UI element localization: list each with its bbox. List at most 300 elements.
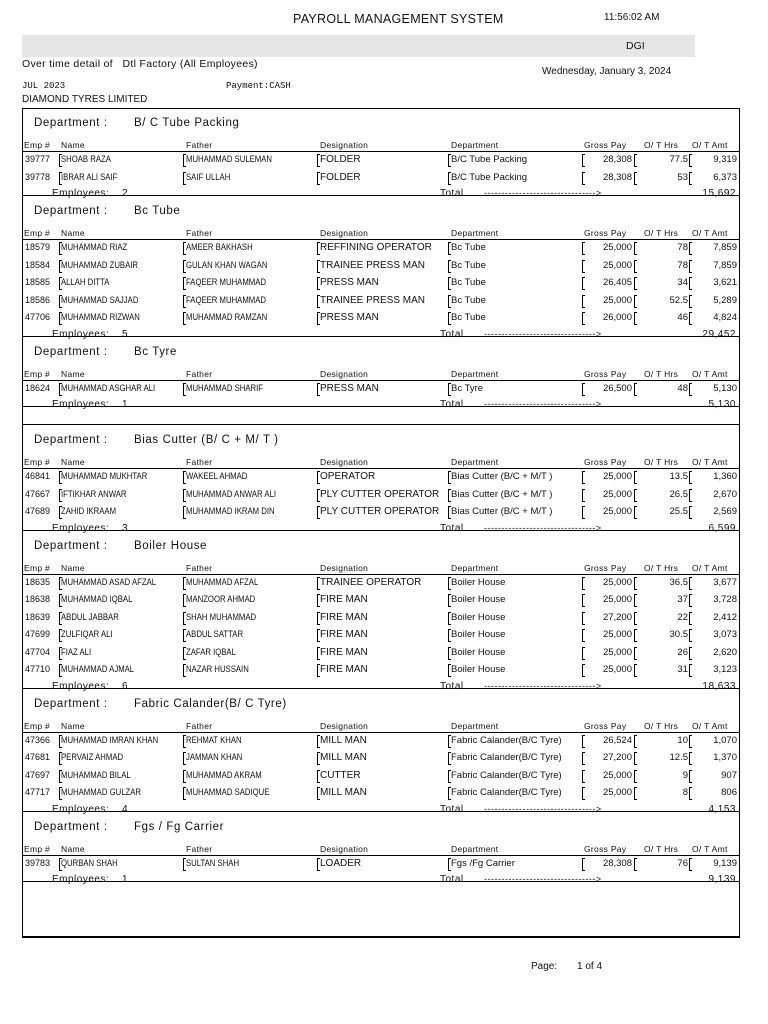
column-header-name: Name	[61, 457, 85, 467]
column-header-ot-amt: O/ T Amt	[692, 228, 728, 238]
department-name: Bc Tyre	[134, 345, 177, 358]
cell-designation: PLY CUTTER OPERATOR	[320, 488, 440, 500]
company-name: DIAMOND TYRES LIMITED	[22, 94, 148, 105]
department-name: Fabric Calander(B/ C Tyre)	[134, 697, 287, 710]
cell-department: Fabric Calander(B/C Tyre)	[451, 734, 562, 746]
cell-ot-amt: 4,824	[713, 312, 737, 323]
cell-designation: MILL MAN	[320, 752, 367, 763]
column-header-dept-col: Department	[451, 228, 499, 238]
cell-designation: FIRE MAN	[320, 629, 368, 640]
cell-father	[186, 154, 316, 166]
column-header-ot-hrs: O/ T Hrs	[644, 228, 679, 238]
cell-ot-hrs: 12.5	[669, 752, 688, 763]
column-header-ot-amt: O/ T Amt	[692, 457, 728, 467]
department-name: B/ C Tube Packing	[134, 117, 240, 129]
department-total: 29,452	[702, 328, 736, 340]
department-section	[22, 425, 740, 534]
cell-department: Bc Tube	[451, 259, 486, 271]
total-leader: -------------------------------->	[484, 803, 602, 814]
cell-ot-amt: 7,859	[713, 242, 737, 253]
cell-gross: 25,000	[602, 488, 632, 500]
cell-emp: 18635	[25, 576, 51, 587]
cell-name	[61, 577, 179, 589]
cell-designation: MILL MAN	[320, 787, 367, 798]
cell-department: Boiler House	[451, 646, 506, 658]
department-label: Department :	[34, 117, 108, 129]
employee-rows	[22, 732, 740, 803]
cell-emp: 47717	[25, 787, 51, 797]
cell-department: Bc Tube	[451, 242, 486, 253]
column-header-name: Name	[61, 140, 85, 150]
table-row	[22, 310, 740, 328]
column-header-ot-amt: O/ T Amt	[692, 562, 728, 573]
department-name: Fgs / Fg Carrier	[134, 820, 225, 833]
department-section	[22, 812, 740, 883]
department-section	[22, 108, 740, 199]
cell-gross: 25,000	[602, 471, 632, 482]
cell-name	[61, 295, 179, 307]
total-label: Total	[440, 874, 464, 885]
cell-designation: OPERATOR	[320, 471, 376, 482]
cell-emp: 18579	[25, 242, 51, 252]
employee-count: 3	[122, 522, 129, 534]
cell-emp: 46841	[25, 471, 51, 481]
column-header-ot-hrs: O/ T Hrs	[644, 368, 679, 379]
column-header-gross: Gross Pay	[584, 562, 627, 573]
column-header-designation: Designation	[320, 140, 369, 150]
cell-gross: 25,000	[602, 787, 632, 798]
cell-father-text: JAMMAN KHAN	[186, 752, 243, 762]
department-total: 5,130	[708, 399, 736, 410]
department-heading	[34, 205, 180, 217]
cell-name	[61, 471, 179, 483]
cell-name	[61, 172, 179, 184]
cell-father	[186, 577, 316, 589]
table-row	[22, 750, 740, 768]
table-row	[22, 733, 740, 751]
employees-label: Employees:	[52, 680, 110, 692]
cell-ot-hrs: 10	[677, 734, 688, 746]
table-row	[22, 469, 740, 487]
cell-emp: 18584	[25, 259, 51, 270]
table-row	[22, 592, 740, 610]
cell-father	[186, 629, 316, 641]
cell-name	[61, 612, 179, 624]
cell-father-text: MUHAMMAD SHARIF	[186, 382, 263, 393]
cell-department: Fgs /Fg Carrier	[451, 857, 515, 869]
cell-father-text: ABDUL SATTAR	[186, 629, 244, 639]
department-label: Department :	[34, 345, 108, 358]
cell-emp: 47706	[25, 312, 51, 322]
column-header-dept-col: Department	[451, 720, 499, 731]
column-header-row	[22, 457, 740, 468]
cell-father-text: SAIF ULLAH	[186, 171, 231, 182]
cell-gross: 25,000	[602, 664, 632, 675]
cell-father	[186, 506, 316, 518]
column-header-ot-amt: O/ T Amt	[692, 843, 728, 854]
cell-name	[61, 312, 179, 324]
cell-gross: 28,308	[602, 154, 632, 165]
cell-name	[61, 770, 179, 782]
department-heading	[34, 117, 239, 129]
table-row	[22, 610, 740, 628]
cell-father-text: NAZAR HUSSAIN	[186, 664, 249, 674]
cell-name	[61, 594, 179, 606]
system-title: PAYROLL MANAGEMENT SYSTEM	[293, 12, 504, 26]
table-row	[22, 487, 740, 505]
employees-label: Employees:	[52, 874, 110, 885]
column-header-name: Name	[61, 843, 85, 854]
department-total: 9,139	[708, 874, 736, 885]
cell-ot-amt: 2,620	[713, 646, 737, 658]
column-header-row	[22, 228, 740, 239]
cell-name	[61, 858, 179, 870]
cell-ot-amt: 3,123	[713, 664, 737, 675]
column-header-designation: Designation	[320, 720, 369, 731]
total-leader: -------------------------------->	[484, 188, 602, 198]
cell-name-text: MUHAMMAD MUKHTAR	[61, 471, 148, 481]
cell-gross: 27,200	[602, 752, 632, 763]
cell-gross: 25,000	[602, 769, 632, 781]
department-heading	[34, 698, 287, 710]
cell-ot-hrs: 25.5	[669, 506, 688, 517]
cell-ot-hrs: 13.5	[669, 471, 688, 482]
cell-ot-hrs: 46	[677, 312, 688, 323]
cell-gross: 25,000	[602, 629, 632, 640]
cell-ot-amt: 7,859	[713, 259, 737, 271]
cell-father	[186, 647, 316, 659]
cell-name-text: MUHAMMAD BILAL	[61, 769, 131, 780]
cell-name	[61, 383, 179, 395]
employee-rows	[22, 151, 740, 187]
cell-emp: 39777	[25, 154, 51, 164]
cell-name	[61, 664, 179, 676]
cell-father	[186, 277, 316, 289]
column-header-name: Name	[61, 562, 85, 573]
department-name: Boiler House	[134, 539, 208, 552]
cell-father-text: SHAH MUHAMMAD	[186, 611, 257, 622]
cell-ot-hrs: 8	[682, 787, 688, 798]
cell-name-text: ALLAH DITTA	[61, 277, 110, 287]
cell-father	[186, 172, 316, 184]
cell-ot-amt: 3,677	[713, 576, 737, 588]
cell-ot-amt: 5,289	[713, 294, 737, 306]
cell-designation: TRAINEE PRESS MAN	[320, 259, 426, 271]
cell-department: Bc Tube	[451, 312, 486, 323]
cell-department: Bc Tube	[451, 277, 486, 288]
cell-ot-amt: 2,412	[713, 611, 737, 623]
column-header-dept-col: Department	[451, 368, 499, 379]
table-row	[22, 240, 740, 258]
employees-label: Employees:	[52, 803, 110, 815]
table-row	[22, 662, 740, 680]
cell-father	[186, 489, 316, 501]
cell-ot-hrs: 26.5	[669, 488, 688, 500]
column-header-emp: Emp #	[24, 843, 51, 854]
column-header-father: Father	[186, 368, 213, 379]
cell-ot-hrs: 34	[677, 277, 688, 288]
column-header-row	[22, 369, 740, 380]
cell-father-text: AMEER BAKHASH	[186, 242, 253, 252]
column-header-row	[22, 140, 740, 151]
column-header-row	[22, 563, 740, 574]
cell-designation: CUTTER	[320, 769, 361, 781]
column-header-designation: Designation	[320, 562, 369, 573]
column-header-emp: Emp #	[24, 562, 51, 573]
cell-father-text: MUHAMMAD AFZAL	[186, 576, 259, 587]
cell-father	[186, 858, 316, 870]
column-header-ot-hrs: O/ T Hrs	[644, 457, 679, 467]
cell-department: Bc Tube	[451, 294, 486, 306]
column-header-emp: Emp #	[24, 140, 51, 150]
cell-gross: 26,524	[602, 734, 632, 746]
cell-emp: 47710	[25, 664, 51, 674]
cell-father	[186, 664, 316, 676]
department-label: Department :	[34, 434, 108, 446]
station-bar	[22, 35, 695, 57]
department-label: Department :	[34, 539, 108, 552]
cell-ot-amt: 3,073	[713, 629, 737, 640]
cell-emp: 18639	[25, 611, 51, 622]
cell-name	[61, 260, 179, 272]
cell-department: Fabric Calander(B/C Tyre)	[451, 787, 562, 798]
cell-father	[186, 471, 316, 483]
report-title: Over time detail of Dtl Factory (All Employees)	[22, 58, 258, 70]
total-label: Total	[440, 328, 464, 340]
cell-ot-hrs: 26	[677, 646, 688, 658]
page-number: 1 of 4	[577, 961, 603, 972]
report-time: 11:56:02 AM	[604, 12, 660, 23]
column-header-dept-col: Department	[451, 140, 499, 150]
cell-name	[61, 242, 179, 254]
cell-name	[61, 154, 179, 166]
department-summary	[22, 874, 740, 888]
cell-name-text: IFTIKHAR ANWAR	[61, 488, 127, 499]
cell-department: Fabric Calander(B/C Tyre)	[451, 769, 562, 781]
cell-ot-hrs: 77.5	[669, 154, 688, 165]
cell-name	[61, 489, 179, 501]
cell-gross: 26,000	[602, 312, 632, 323]
column-header-ot-hrs: O/ T Hrs	[644, 720, 679, 731]
cell-ot-hrs: 36.5	[669, 576, 688, 588]
cell-designation: FIRE MAN	[320, 664, 368, 675]
cell-gross: 25,000	[602, 506, 632, 517]
column-header-ot-hrs: O/ T Hrs	[644, 843, 679, 854]
cell-designation: TRAINEE PRESS MAN	[320, 294, 426, 306]
cell-emp: 47667	[25, 488, 51, 499]
cell-emp: 18585	[25, 277, 51, 287]
cell-gross: 25,000	[602, 259, 632, 271]
column-header-dept-col: Department	[451, 562, 499, 573]
total-label: Total	[440, 399, 464, 410]
column-header-dept-col: Department	[451, 843, 499, 854]
employee-rows	[22, 468, 740, 522]
cell-designation: REFFINING OPERATOR	[320, 242, 432, 253]
column-header-designation: Designation	[320, 843, 369, 854]
department-label: Department :	[34, 820, 108, 833]
cell-father	[186, 735, 316, 747]
cell-emp: 18624	[25, 382, 51, 393]
department-total: 15,692	[702, 188, 736, 199]
column-header-gross: Gross Pay	[584, 140, 627, 150]
cell-department: Bias Cutter (B/C + M/T )	[451, 488, 553, 500]
cell-designation: FOLDER	[320, 154, 361, 165]
page-label: Page:	[531, 961, 558, 972]
column-header-emp: Emp #	[24, 228, 51, 238]
table-row	[22, 258, 740, 276]
cell-ot-hrs: 37	[677, 594, 688, 605]
employees-label: Employees:	[52, 522, 110, 534]
employee-count: 4	[122, 803, 129, 815]
department-section	[22, 196, 740, 340]
total-label: Total	[440, 522, 464, 534]
cell-ot-hrs: 78	[677, 242, 688, 253]
department-heading	[34, 540, 207, 552]
cell-name	[61, 506, 179, 518]
cell-name-text: MUHAMMAD SAJJAD	[61, 294, 139, 305]
cell-emp: 47697	[25, 769, 51, 780]
table-row	[22, 856, 740, 874]
cell-father	[186, 383, 316, 395]
cell-department: Bias Cutter (B/C + M/T )	[451, 506, 553, 517]
cell-ot-hrs: 31	[677, 664, 688, 675]
employee-rows	[22, 574, 740, 680]
total-label: Total	[440, 680, 464, 692]
cell-father	[186, 260, 316, 272]
cell-name-text: MUHAMMAD ASGHAR ALI	[61, 382, 156, 393]
column-header-father: Father	[186, 843, 213, 854]
department-name: Bias Cutter (B/ C + M/ T )	[134, 434, 279, 446]
cell-ot-hrs: 22	[677, 611, 688, 623]
department-total: 18,633	[702, 680, 736, 692]
column-header-designation: Designation	[320, 457, 369, 467]
department-total: 6,599	[708, 522, 736, 534]
department-heading	[34, 821, 224, 833]
column-header-designation: Designation	[320, 368, 369, 379]
cell-name-text: MUHAMMAD ZUBAIR	[61, 259, 138, 270]
total-label: Total	[440, 188, 464, 199]
cell-father-text: ZAFAR IQBAL	[186, 646, 236, 657]
cell-emp: 47366	[25, 734, 51, 745]
cell-ot-amt: 5,130	[713, 382, 737, 394]
cell-name-text: ZULFIQAR ALI	[61, 629, 113, 639]
cell-name-text: ABDUL JABBAR	[61, 611, 119, 622]
total-leader: -------------------------------->	[484, 522, 602, 533]
cell-father	[186, 594, 316, 606]
employee-count: 1	[122, 399, 129, 410]
column-header-ot-hrs: O/ T Hrs	[644, 562, 679, 573]
cell-department: Boiler House	[451, 576, 506, 588]
column-header-gross: Gross Pay	[584, 457, 627, 467]
cell-emp: 47699	[25, 629, 51, 639]
employee-rows	[22, 380, 740, 399]
cell-emp: 47689	[25, 506, 51, 516]
column-header-gross: Gross Pay	[584, 228, 627, 238]
employee-count: 2	[122, 188, 129, 199]
cell-name	[61, 752, 179, 764]
cell-ot-amt: 907	[721, 769, 737, 781]
cell-ot-hrs: 30.5	[669, 629, 688, 640]
cell-name	[61, 277, 179, 289]
section-spacer	[22, 407, 740, 425]
cell-department: B/C Tube Packing	[451, 171, 528, 183]
table-row	[22, 645, 740, 663]
cell-father	[186, 612, 316, 624]
column-header-father: Father	[186, 457, 213, 467]
payment-mode: Payment:CASH	[226, 81, 291, 91]
cell-gross: 28,308	[602, 171, 632, 183]
cell-name-text: QURBAN SHAH	[61, 857, 118, 868]
department-section	[22, 337, 740, 408]
cell-ot-amt: 9,319	[713, 154, 737, 165]
cell-designation: FIRE MAN	[320, 611, 368, 623]
employee-count: 5	[122, 328, 129, 340]
cell-name-text: MUHAMMAD ASAD AFZAL	[61, 576, 157, 587]
cell-gross: 25,000	[602, 294, 632, 306]
cell-father-text: SULTAN SHAH	[186, 857, 240, 868]
column-header-gross: Gross Pay	[584, 843, 627, 854]
cell-father-text: WAKEEL AHMAD	[186, 471, 248, 481]
column-header-row	[22, 721, 740, 732]
cell-designation: LOADER	[320, 857, 362, 869]
cell-father-text: REHMAT KHAN	[186, 734, 242, 745]
cell-department: Boiler House	[451, 594, 506, 605]
cell-emp: 47704	[25, 646, 51, 657]
cell-name-text: PERVAIZ AHMAD	[61, 752, 124, 762]
cell-father	[186, 312, 316, 324]
cell-name-text: MUHAMMAD IMRAN KHAN	[61, 734, 159, 745]
table-row	[22, 768, 740, 786]
cell-father-text: MUHAMMAD SADIQUE	[186, 787, 270, 797]
total-leader: -------------------------------->	[484, 874, 602, 884]
cell-father	[186, 242, 316, 254]
table-row	[22, 152, 740, 170]
cell-ot-amt: 806	[721, 787, 737, 798]
total-leader: -------------------------------->	[484, 328, 602, 339]
employee-rows	[22, 239, 740, 328]
cell-department: Boiler House	[451, 664, 506, 675]
cell-gross: 26,405	[602, 277, 632, 288]
cell-name	[61, 647, 179, 659]
cell-name-text: MUHAMMAD GULZAR	[61, 787, 141, 797]
employees-label: Employees:	[52, 188, 110, 199]
employee-count: 6	[122, 680, 129, 692]
cell-gross: 25,000	[602, 594, 632, 605]
cell-ot-hrs: 52.5	[669, 294, 688, 306]
column-header-designation: Designation	[320, 228, 369, 238]
cell-ot-amt: 3,728	[713, 594, 737, 605]
column-header-dept-col: Department	[451, 457, 499, 467]
column-header-ot-hrs: O/ T Hrs	[644, 140, 679, 150]
cell-name	[61, 629, 179, 641]
cell-designation: PLY CUTTER OPERATOR	[320, 506, 440, 517]
cell-emp: 39778	[25, 171, 51, 182]
cell-name-text: SHOAB RAZA	[61, 154, 111, 164]
department-total: 4,153	[708, 803, 736, 815]
cell-ot-hrs: 78	[677, 259, 688, 271]
cell-name-text: MUHAMMAD IQBAL	[61, 594, 133, 604]
cell-father-text: GULAN KHAN WAGAN	[186, 259, 268, 270]
cell-name	[61, 735, 179, 747]
cell-father	[186, 787, 316, 799]
cell-name-text: IBRAR ALI SAIF	[61, 171, 118, 182]
cell-designation: FIRE MAN	[320, 646, 368, 658]
column-header-emp: Emp #	[24, 720, 51, 731]
cell-gross: 25,000	[602, 576, 632, 588]
cell-name-text: MUHAMMAD AJMAL	[61, 664, 135, 674]
column-header-name: Name	[61, 228, 85, 238]
cell-ot-amt: 2,670	[713, 488, 737, 500]
